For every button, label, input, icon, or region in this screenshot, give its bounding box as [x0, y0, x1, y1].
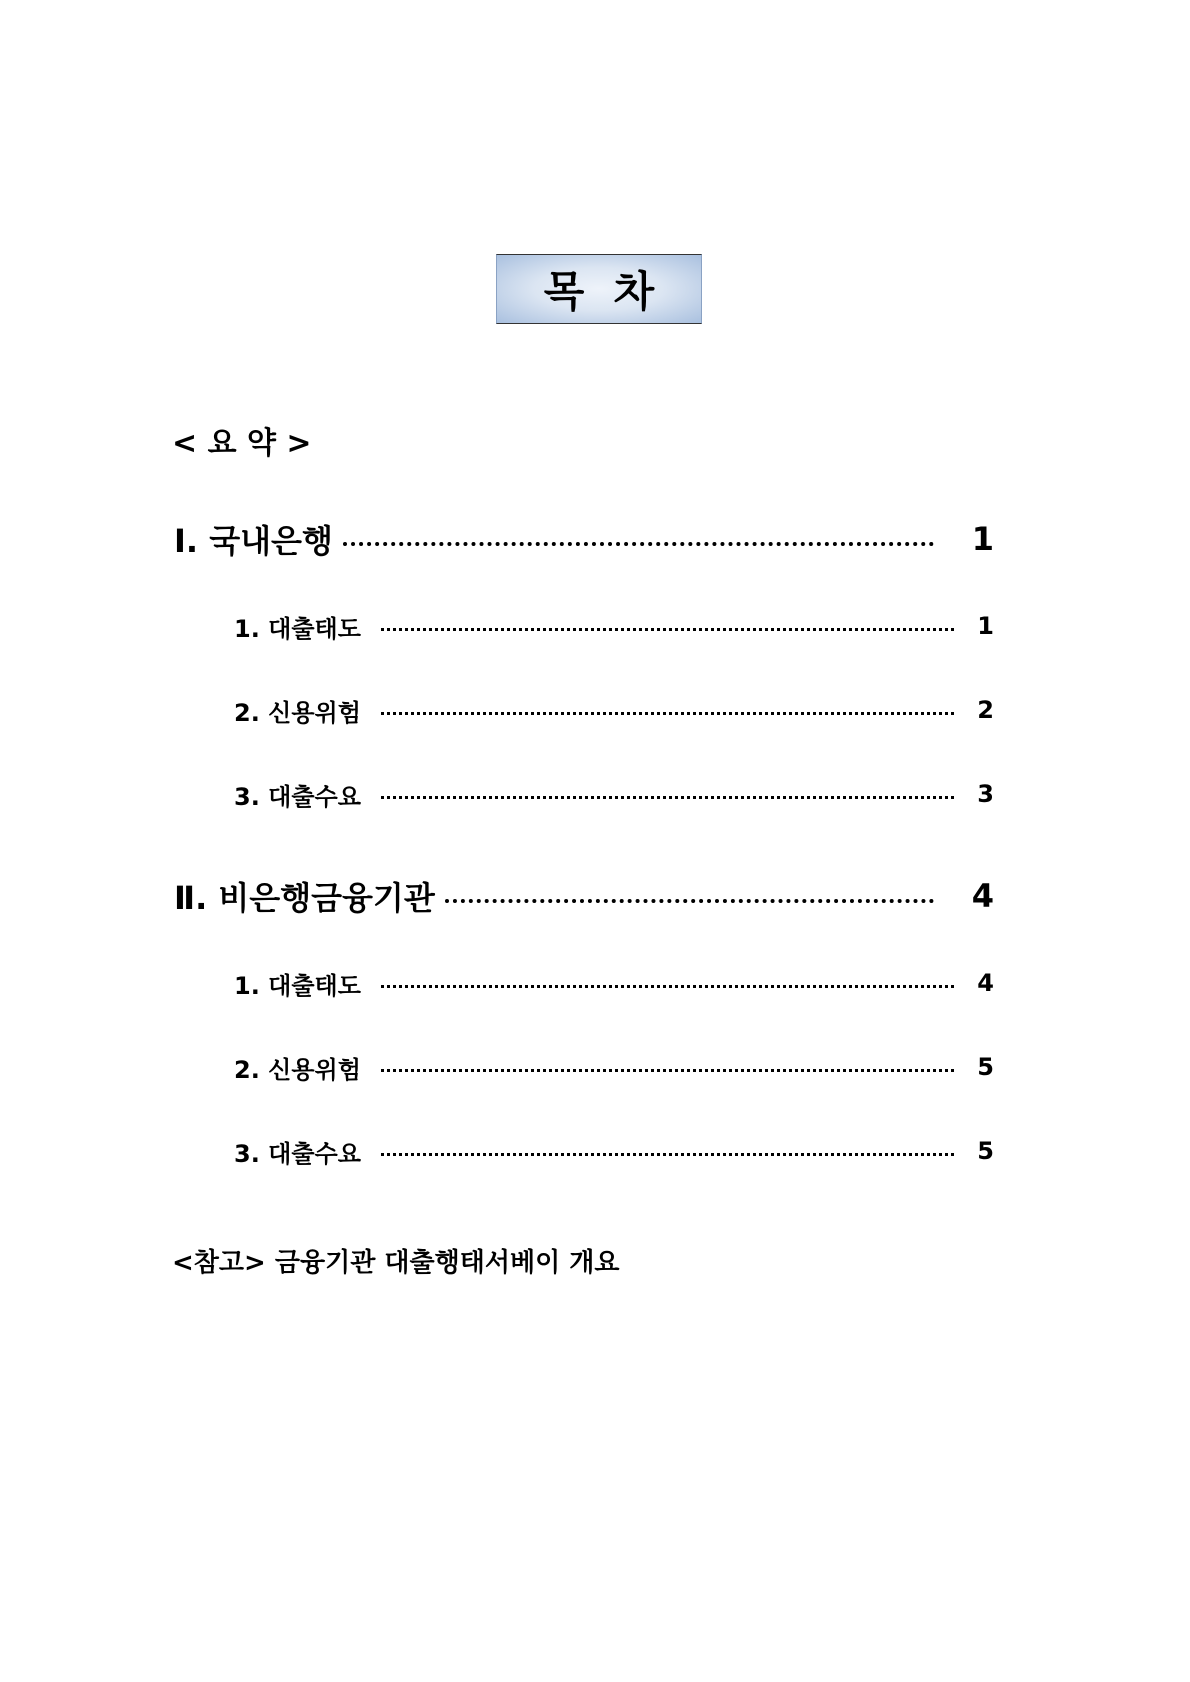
dotted-leader: [381, 1153, 954, 1156]
toc-item-lending-attitude[interactable]: [234, 606, 994, 646]
toc-item-credit-risk[interactable]: [234, 1047, 994, 1087]
toc-page-number: 4: [971, 877, 994, 915]
toc-item-label: 1. 대출태도: [234, 614, 361, 643]
toc-page-number: 2: [977, 696, 994, 724]
toc-section-domestic-banks[interactable]: [174, 515, 994, 563]
toc-item-label: 2. 신용위험: [234, 698, 361, 727]
dotted-leader: [381, 1069, 954, 1072]
toc-item-loan-demand[interactable]: [234, 774, 994, 814]
summary-heading[interactable]: < 요 약 >: [172, 426, 312, 461]
toc-title: 목 차: [543, 267, 655, 316]
dotted-leader: [343, 542, 934, 546]
toc-section-non-bank-institutions[interactable]: [174, 872, 994, 920]
toc-item-loan-demand[interactable]: [234, 1131, 994, 1171]
toc-section-label: Ⅰ. 국내은행: [174, 522, 333, 560]
toc-item-label: 3. 대출수요: [234, 782, 361, 811]
toc-item-credit-risk[interactable]: [234, 690, 994, 730]
reference-appendix[interactable]: <참고> 금융기관 대출행태서베이 개요: [172, 1248, 620, 1278]
toc-page-number: 1: [977, 612, 994, 640]
toc-section-label: Ⅱ. 비은행금융기관: [174, 879, 435, 917]
toc-item-label: 2. 신용위험: [234, 1055, 361, 1084]
toc-title-box: [496, 254, 702, 324]
toc-page-number: 5: [977, 1053, 994, 1081]
toc-page-number: 3: [977, 780, 994, 808]
dotted-leader: [381, 796, 954, 799]
toc-item-label: 3. 대출수요: [234, 1139, 361, 1168]
toc-page-number: 5: [977, 1137, 994, 1165]
toc-item-lending-attitude[interactable]: [234, 963, 994, 1003]
dotted-leader: [381, 712, 954, 715]
dotted-leader: [381, 985, 954, 988]
dotted-leader: [381, 628, 954, 631]
toc-item-label: 1. 대출태도: [234, 971, 361, 1000]
dotted-leader: [445, 899, 934, 903]
toc-page-number: 1: [971, 520, 994, 558]
toc-page-number: 4: [977, 969, 994, 997]
